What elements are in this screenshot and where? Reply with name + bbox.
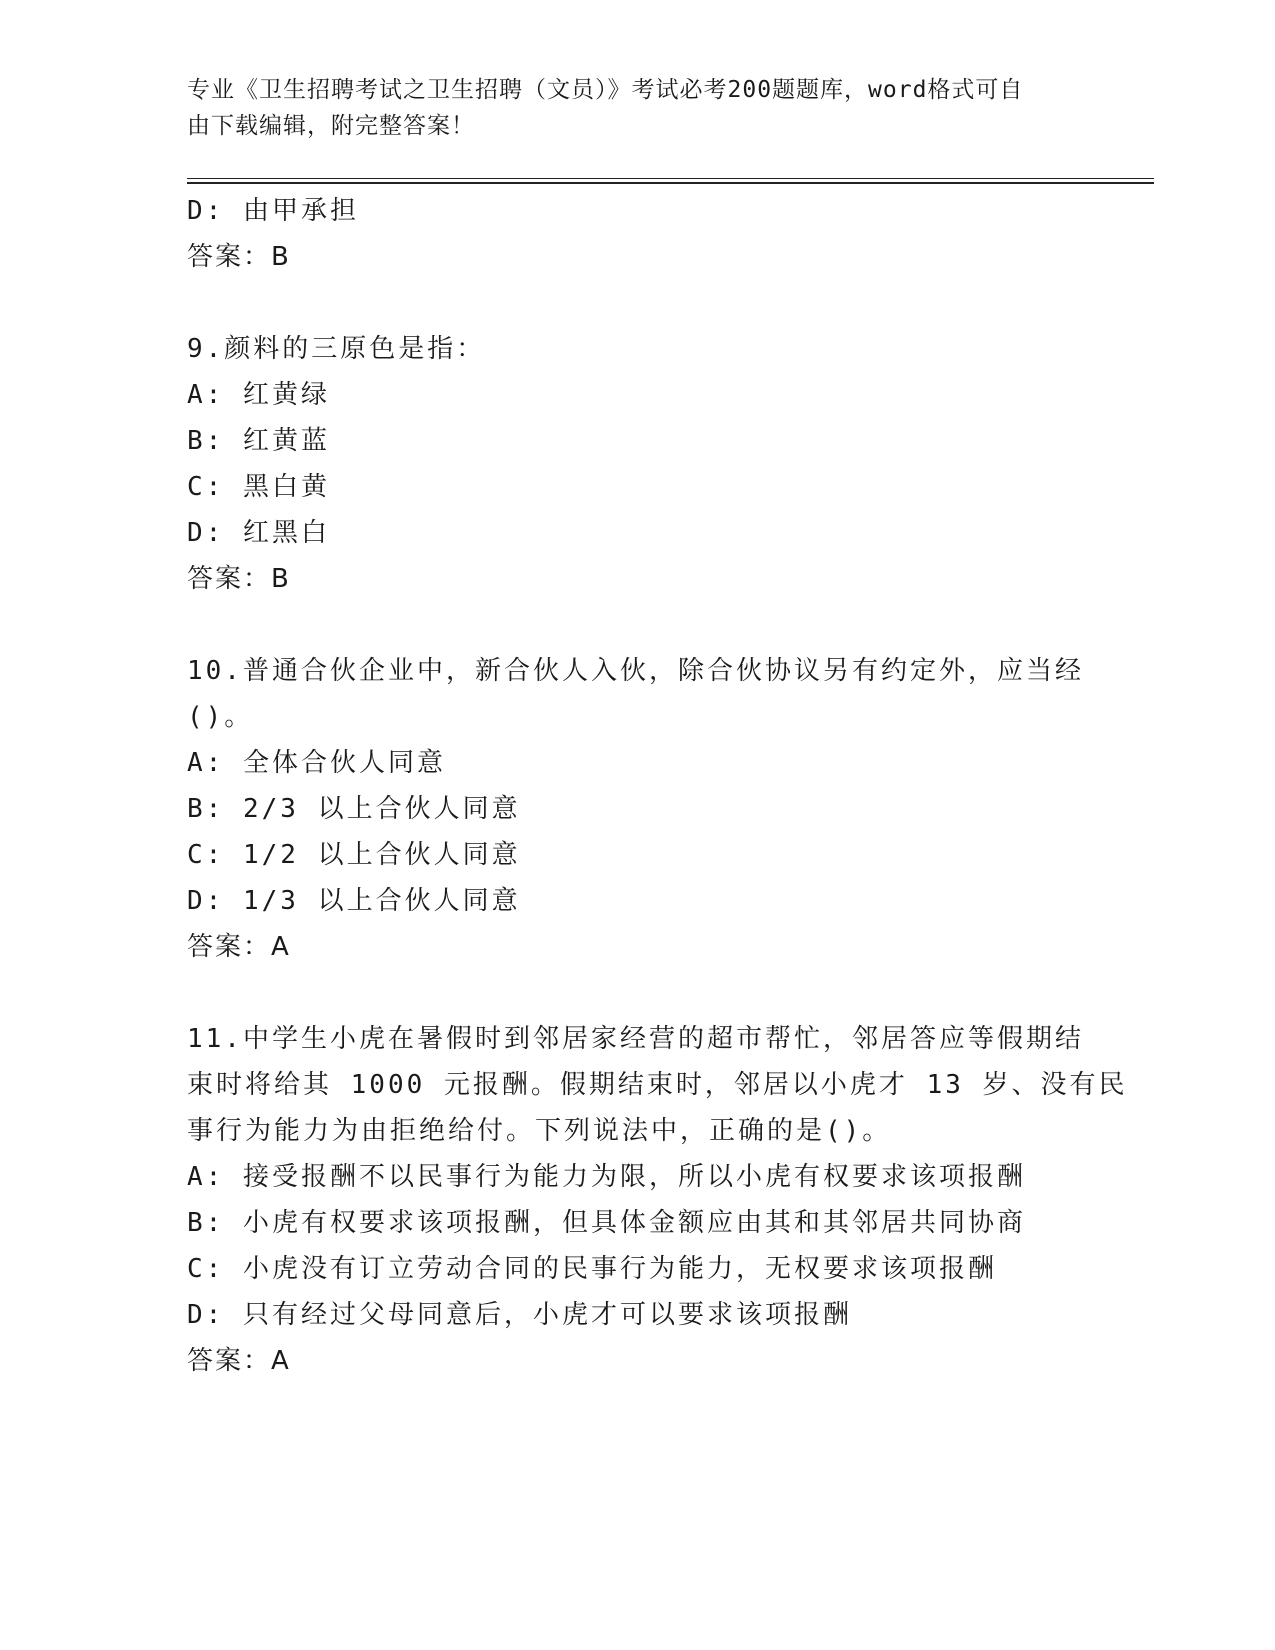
option-c: C: 小虎没有订立劳动合同的民事行为能力，无权要求该项报酬 — [187, 1254, 997, 1284]
question-8 — [187, 188, 1087, 280]
question-9 — [187, 326, 1087, 602]
option-a: A: 全体合伙人同意 — [187, 748, 446, 778]
question-10 — [187, 648, 1087, 970]
option-b: B: 红黄蓝 — [187, 426, 330, 456]
question-11 — [187, 1016, 1128, 1384]
option-c: C: 1/2 以上合伙人同意 — [187, 840, 521, 870]
answer: 答案：A — [187, 1346, 291, 1376]
option-b: B: 小虎有权要求该项报酬，但具体金额应由其和其邻居共同协商 — [187, 1208, 1026, 1238]
option-d: D: 只有经过父母同意后，小虎才可以要求该项报酬 — [187, 1300, 852, 1330]
header-line-1: 专业《卫生招聘考试之卫生招聘（文员）》考试必考200题题库，word格式可自 — [187, 77, 1024, 103]
spacer — [187, 280, 1087, 326]
answer: 答案：B — [187, 242, 291, 272]
question-stem-line-1: 10.普通合伙企业中，新合伙人入伙，除合伙协议另有约定外，应当经 — [187, 656, 1084, 686]
question-stem-line-2: ()。 — [187, 702, 254, 732]
question-stem-line-1: 11.中学生小虎在暑假时到邻居家经营的超市帮忙，邻居答应等假期结 — [187, 1024, 1084, 1054]
option-a: A: 接受报酬不以民事行为能力为限，所以小虎有权要求该项报酬 — [187, 1162, 1026, 1192]
option-d: D: 红黑白 — [187, 518, 330, 548]
spacer — [187, 970, 1087, 1016]
option-d: D: 由甲承担 — [187, 196, 359, 226]
question-list — [187, 188, 1128, 1384]
header-divider-thin — [187, 178, 1154, 179]
header-divider-thick — [187, 182, 1154, 184]
option-b: B: 2/3 以上合伙人同意 — [187, 794, 521, 824]
answer: 答案：B — [187, 564, 291, 594]
answer: 答案：A — [187, 932, 291, 962]
spacer — [187, 602, 1087, 648]
option-d: D: 1/3 以上合伙人同意 — [187, 886, 521, 916]
question-stem-line-3: 事行为能力为由拒绝给付。下列说法中，正确的是()。 — [187, 1116, 892, 1146]
question-stem: 9.颜料的三原色是指： — [187, 334, 486, 364]
header-line-2: 由下载编辑，附完整答案！ — [187, 113, 475, 139]
option-c: C: 黑白黄 — [187, 472, 330, 502]
document-header — [187, 72, 1067, 144]
question-stem-line-2: 束时将给其 1000 元报酬。假期结束时，邻居以小虎才 13 岁、没有民 — [187, 1070, 1128, 1100]
option-a: A: 红黄绿 — [187, 380, 330, 410]
